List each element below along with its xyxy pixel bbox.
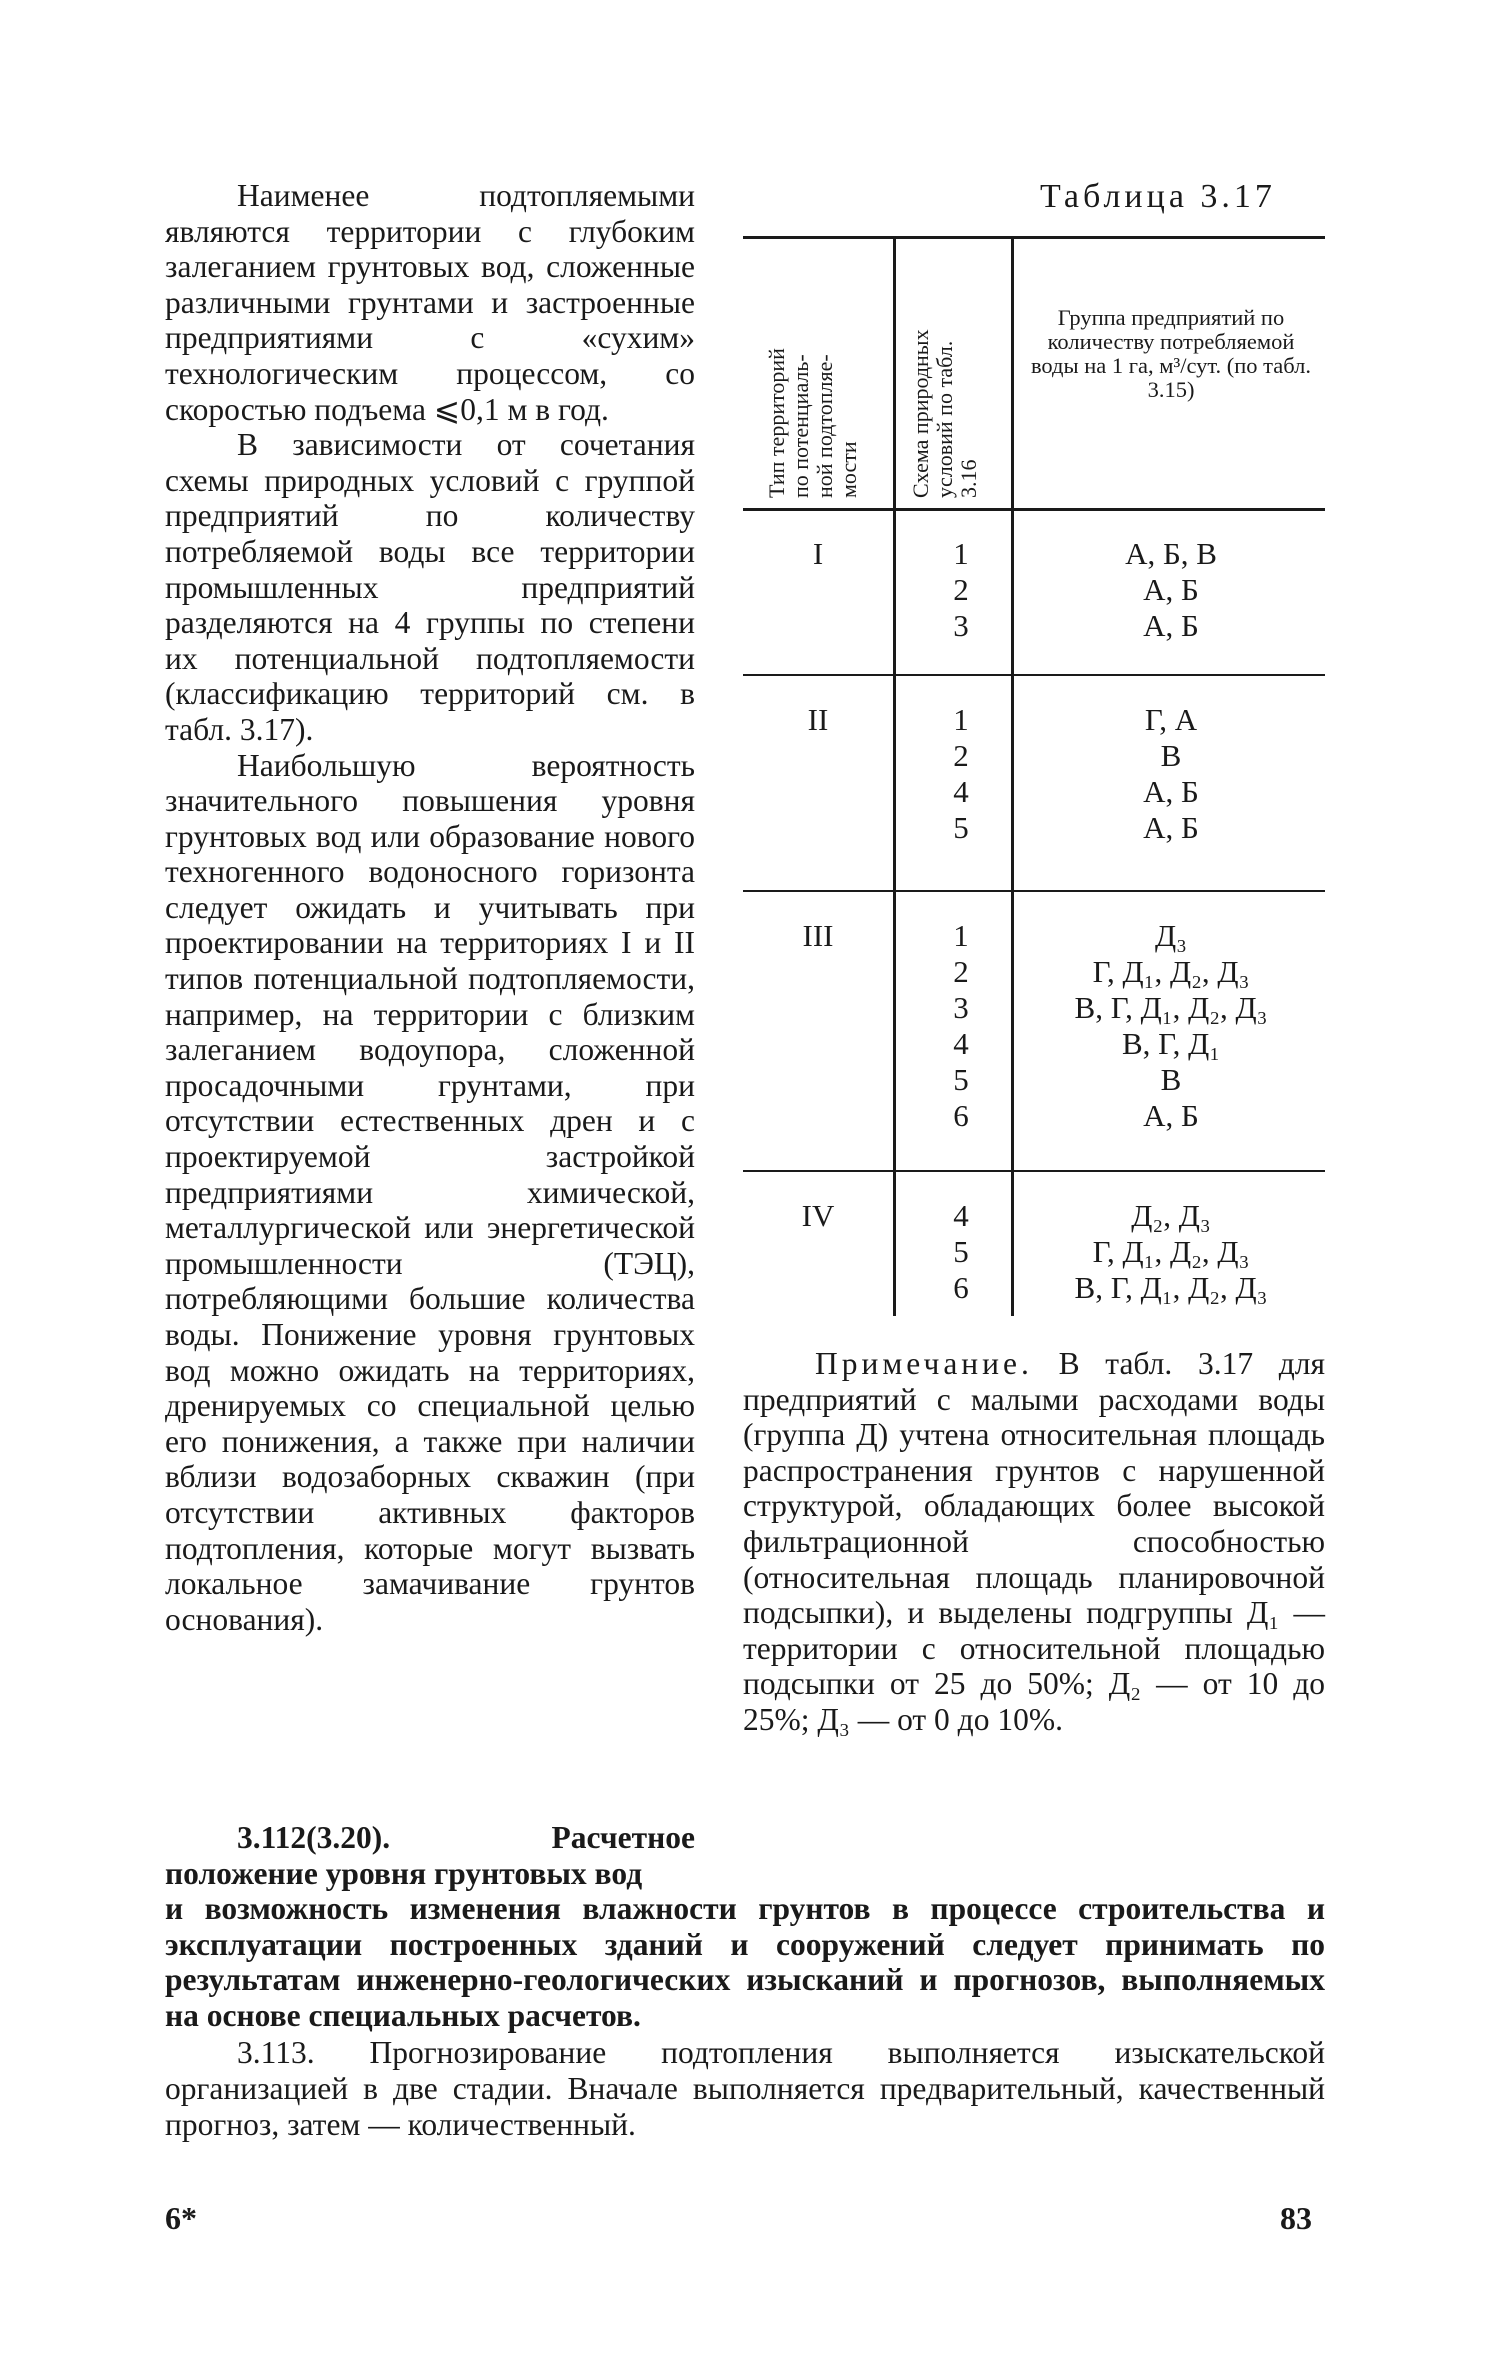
header-enterprise-group: Группа предприятий по количеству потребляемой воды на 1 га, м³/сут. (по табл. 3.15) bbox=[1030, 305, 1312, 402]
row-type-III: III bbox=[802, 918, 834, 953]
section-3-113-number: 3.113. bbox=[237, 2035, 315, 2071]
header-territory-type: Тип территорий по потенциаль- ной подтопляе- мости bbox=[764, 348, 861, 498]
row-I-schemes: 1 2 3 bbox=[953, 536, 969, 643]
note-label: Примечание. bbox=[815, 1346, 1033, 1381]
section-3-112-start bbox=[165, 1820, 695, 1891]
row-type-I: I bbox=[812, 536, 824, 571]
row-II-schemes: 1 2 4 5 bbox=[953, 702, 969, 845]
table-top-rule bbox=[743, 236, 1325, 239]
section-3-112-number: 3.112(3.20). bbox=[237, 1820, 391, 1855]
row-divider bbox=[743, 674, 1325, 676]
row-III-groups: Д₃ Г, Д₁, Д₂, Д₃ В, Г, Д₁, Д₂, Д₃ В, Г, Д₁ В А, Б bbox=[1074, 918, 1268, 1133]
column-divider bbox=[1011, 236, 1014, 1316]
header-bottom-rule bbox=[743, 508, 1325, 511]
header-natural-scheme: Схема природных условий по табл. 3.16 bbox=[908, 329, 981, 498]
row-divider bbox=[743, 890, 1325, 892]
paragraph-classification: В зависимости от сочетания схемы природных условий с группой предприятий по количеству потребляемой воды все территории промышленных предприятий разделяются на 4 группы по степени их потенциальной подтопляемости (классификацию территорий см. в табл. 3.17). bbox=[165, 427, 695, 747]
row-type-IV: IV bbox=[801, 1198, 835, 1233]
page-number: 83 bbox=[1280, 2200, 1312, 2236]
note-text: В табл. 3.17 для предприятий с малыми расходами воды (группа Д) учтена относительная площадь распространения грунтов с нарушенной структурой, обладающих более высокой фильтрационной способностью (относительная площадь планировочной подсыпки), и выделены подгруппы Д₁ — территории с относительной площадью подсыпки от 25 до 50%; Д₂ — от 10 до 25%; Д₃ — от 0 до 10%. bbox=[743, 1346, 1326, 1737]
row-III-schemes: 1 2 3 4 5 6 bbox=[953, 918, 969, 1133]
row-IV-schemes: 4 5 6 bbox=[953, 1198, 969, 1305]
section-3-112-continuation: и возможность изменения влажности грунтов в процессе строительства и эксплуатации построенных зданий и сооружений следует принимать по результатам инженерно-геологических изысканий и прогнозов, выполняемых на основе специальных расчетов. bbox=[165, 1891, 1325, 2033]
table-3-17 bbox=[743, 236, 1325, 1316]
section-3-113 bbox=[165, 2035, 1325, 2142]
paragraph-least-flooded: Наименее подтопляемыми являются территории с глубоким залеганием грунтовых вод, сложенные различными грунтами и застроенные предприятиями с «сухим» технологическим процессом, со скоростью подъема ⩽0,1 м в год. bbox=[165, 178, 695, 427]
section-3-113-text: Прогнозирование подтопления выполняется изыскательской организацией в две стадии. Вначале выполняется предварительный, качественный прогноз, затем — количественный. bbox=[165, 2035, 1326, 2142]
paragraph-highest-probability: Наибольшую вероятность значительного повышения уровня грунтовых вод или образование нового техногенного водоносного горизонта следует ожидать и учитывать при проектировании на территориях I и II типов потенциальной подтопляемости, например, на территории с близким залеганием водоупора, сложенной просадочными грунтами, при отсутствии естественных дрен и с проектируемой застройкой предприятиями химической, металлургической или энергетической промышленности (ТЭЦ), потребляющими большие количества воды. Понижение уровня грунтовых вод можно ожидать на территориях, дренируемых со специальной целью его понижения, а также при наличии вблизи водозаборных скважин (при отсутствии активных факторов подтопления, которые могут вызвать локальное замачивание грунтов основания). bbox=[165, 747, 695, 1637]
full-width-block bbox=[165, 1891, 1325, 2142]
row-type-II: II bbox=[807, 702, 829, 737]
section-3-112-start-text: Расчетное положение уровня грунтовых вод bbox=[165, 1820, 695, 1891]
signature-mark: 6* bbox=[165, 2200, 197, 2236]
row-IV-groups: Д₂, Д₃ Г, Д₁, Д₂, Д₃ В, Г, Д₁, Д₂, Д₃ bbox=[1074, 1198, 1268, 1305]
left-column bbox=[165, 178, 695, 1637]
row-I-groups: А, Б, В А, Б А, Б bbox=[1125, 536, 1217, 643]
table-title: Таблица 3.17 bbox=[1040, 178, 1276, 215]
table-note bbox=[743, 1346, 1325, 1738]
row-divider bbox=[743, 1170, 1325, 1172]
column-divider bbox=[893, 236, 896, 1316]
row-II-groups: Г, А В А, Б А, Б bbox=[1143, 702, 1199, 845]
